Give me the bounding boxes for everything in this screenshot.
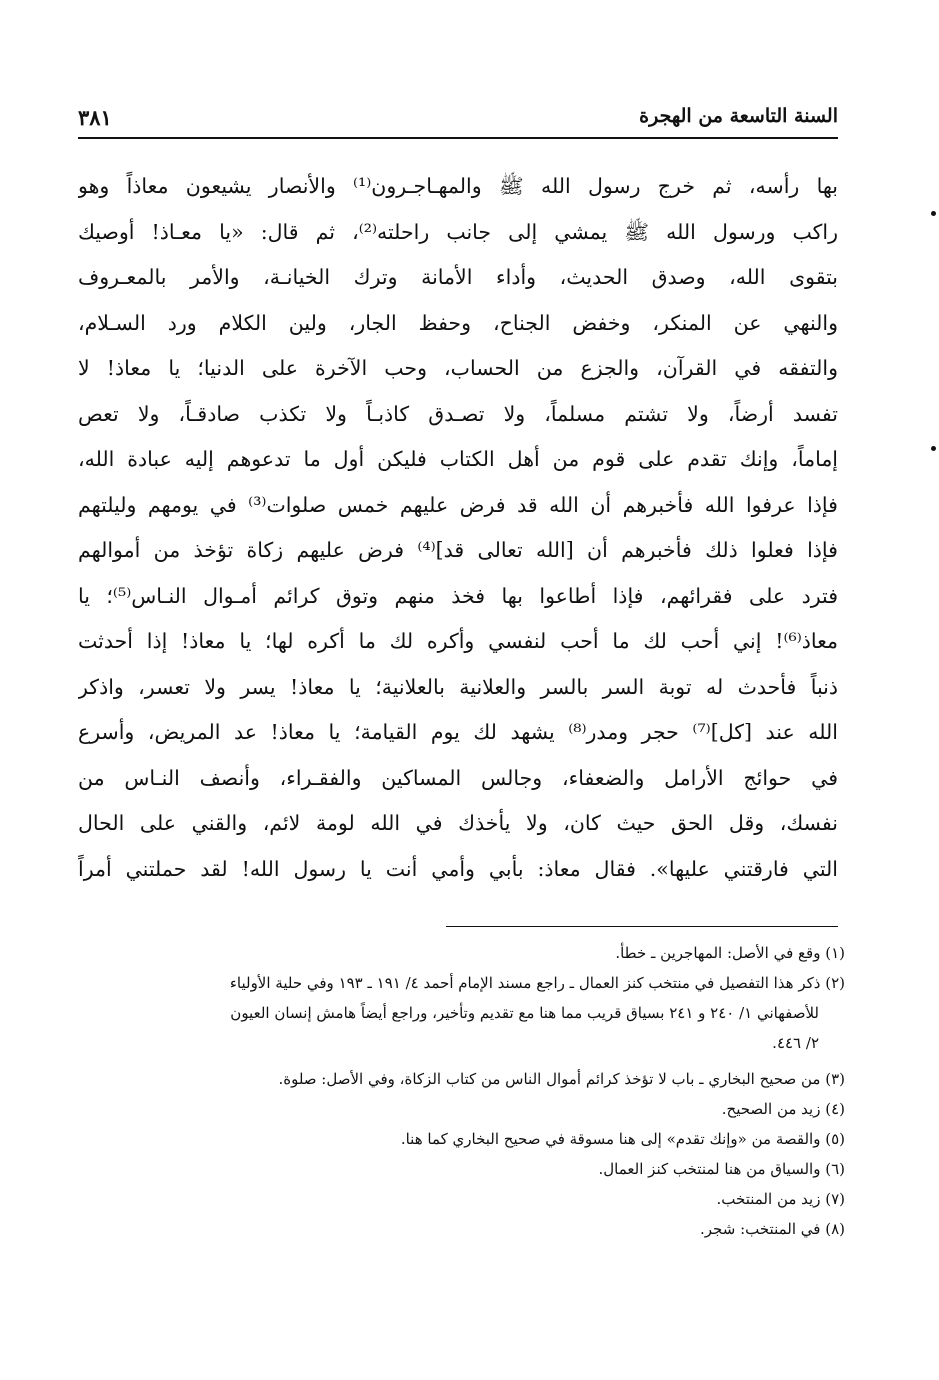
- footnote-separator: [446, 926, 838, 927]
- footnote-2-continuation: ٢/ ٤٤٦.: [772, 1034, 819, 1052]
- footnote-8: (٨) في المنتخب: شجر.: [700, 1220, 845, 1238]
- text-line: نفسك، وقل الحق حيث كان، ولا يأخذك في الله لومة لائم، والقني على الحال: [78, 811, 838, 835]
- chapter-title: السنة التاسعة من الهجرة: [639, 105, 838, 127]
- header-rule: [78, 137, 838, 139]
- footnote-1: (١) وقع في الأصل: المهاجرين ـ خطأ.: [615, 944, 845, 962]
- text-line: فإذا عرفوا الله فأخبرهم أن الله قد فرض عليهم خمس صلوات⁽³⁾ في يومهم وليلتهم: [78, 492, 838, 517]
- page-number: ٣٨١: [78, 105, 112, 130]
- text-line: تفسد أرضاً، ولا تشتم مسلماً، ولا تصـدق كاذبـاً ولا تكذب صادقـاً، ولا تعص: [78, 401, 838, 426]
- text-line: فإذا فعلوا ذلك فأخبرهم أن [الله تعالى قد]⁽⁴⁾ فرض عليهم زكاة تؤخذ من أموالهم: [78, 538, 838, 562]
- text-line: فترد على فقرائهم، فإذا أطاعوا بها فخذ منهم وتوق كرائم أمـوال النـاس⁽⁵⁾؛ يا: [78, 583, 838, 608]
- footnotes: [100, 938, 845, 1244]
- footnote-7: (٧) زيد من المنتخب.: [716, 1190, 845, 1208]
- footnote-2-continuation: للأصفهاني ١/ ٢٤٠ و ٢٤١ بسياق قريب مما هنا مع تقديم وتأخير، وراجع أيضاً هامش إنسان العيون: [230, 1004, 819, 1022]
- text-line: والنهي عن المنكر، وخفض الجناح، وحفظ الجار، ولين الكلام ورد السـلام،: [78, 310, 838, 335]
- text-line: التي فارقتني عليها». فقال معاذ: بأبي وأمي أنت يا رسول الله! لقد حملتني أمراً: [78, 856, 838, 881]
- text-line: معاذ⁽⁶⁾! إني أحب لك ما أحب لنفسي وأكره لك ما أكره لها؛ يا معاذ! إذا أحدثت: [78, 629, 838, 653]
- text-line: إماماً، وإنك تقدم على قوم من أهل الكتاب فليكن أول ما تدعوهم إليه عبادة الله،: [78, 447, 838, 471]
- margin-mark: [931, 446, 936, 451]
- footnote-6: (٦) والسياق من هنا لمنتخب كنز العمال.: [598, 1160, 845, 1178]
- text-line: بها رأسه، ثم خرج رسول الله ﷺ والمهـاجـرون⁽¹⁾ والأنصار يشيعون معاذاً وهو: [78, 174, 838, 198]
- text-line: في حوائج الأرامل والضعفاء، وجالس المساكين والفقـراء، وأنصف النـاس من: [78, 765, 838, 790]
- text-line: والتفقه في القرآن، والجزع من الحساب، وحب الآخرة على الدنيا؛ يا معاذ! لا: [78, 356, 838, 380]
- footnote-3: (٣) من صحيح البخاري ـ باب لا تؤخذ كرائم أموال الناس من كتاب الزكاة، وفي الأصل: صلوة.: [278, 1070, 845, 1088]
- main-text: [78, 164, 838, 892]
- text-line: ذنباً فأحدث له توبة السر بالسر والعلانية بالعلانية؛ يا معاذ! يسر ولا تعسر، واذكر: [78, 674, 838, 699]
- text-line: بتقوى الله، وصدق الحديث، وأداء الأمانة وترك الخيانـة، والأمر بالمعـروف: [78, 265, 838, 289]
- footnote-4: (٤) زيد من الصحيح.: [721, 1100, 845, 1118]
- margin-mark: [931, 211, 936, 216]
- text-line: راكب ورسول الله ﷺ يمشي إلى جانب راحلته⁽²⁾، ثم قال: «يا معـاذ! أوصيك: [78, 219, 838, 244]
- footnote-5: (٥) والقصة من «وإنك تقدم» إلى هنا مسوقة في صحيح البخاري كما هنا.: [400, 1130, 845, 1148]
- running-header: [78, 105, 838, 139]
- footnote-2: (٢) ذكر هذا التفصيل في منتخب كنز العمال ـ راجع مسند الإمام أحمد ٤/ ١٩١ ـ ١٩٣ وفي حلية الأولياء: [229, 974, 845, 992]
- text-line: الله عند [كل]⁽⁷⁾ حجر ومدر⁽⁸⁾ يشهد لك يوم القيامة؛ يا معاذ! عد المريض، وأسرع: [78, 720, 838, 744]
